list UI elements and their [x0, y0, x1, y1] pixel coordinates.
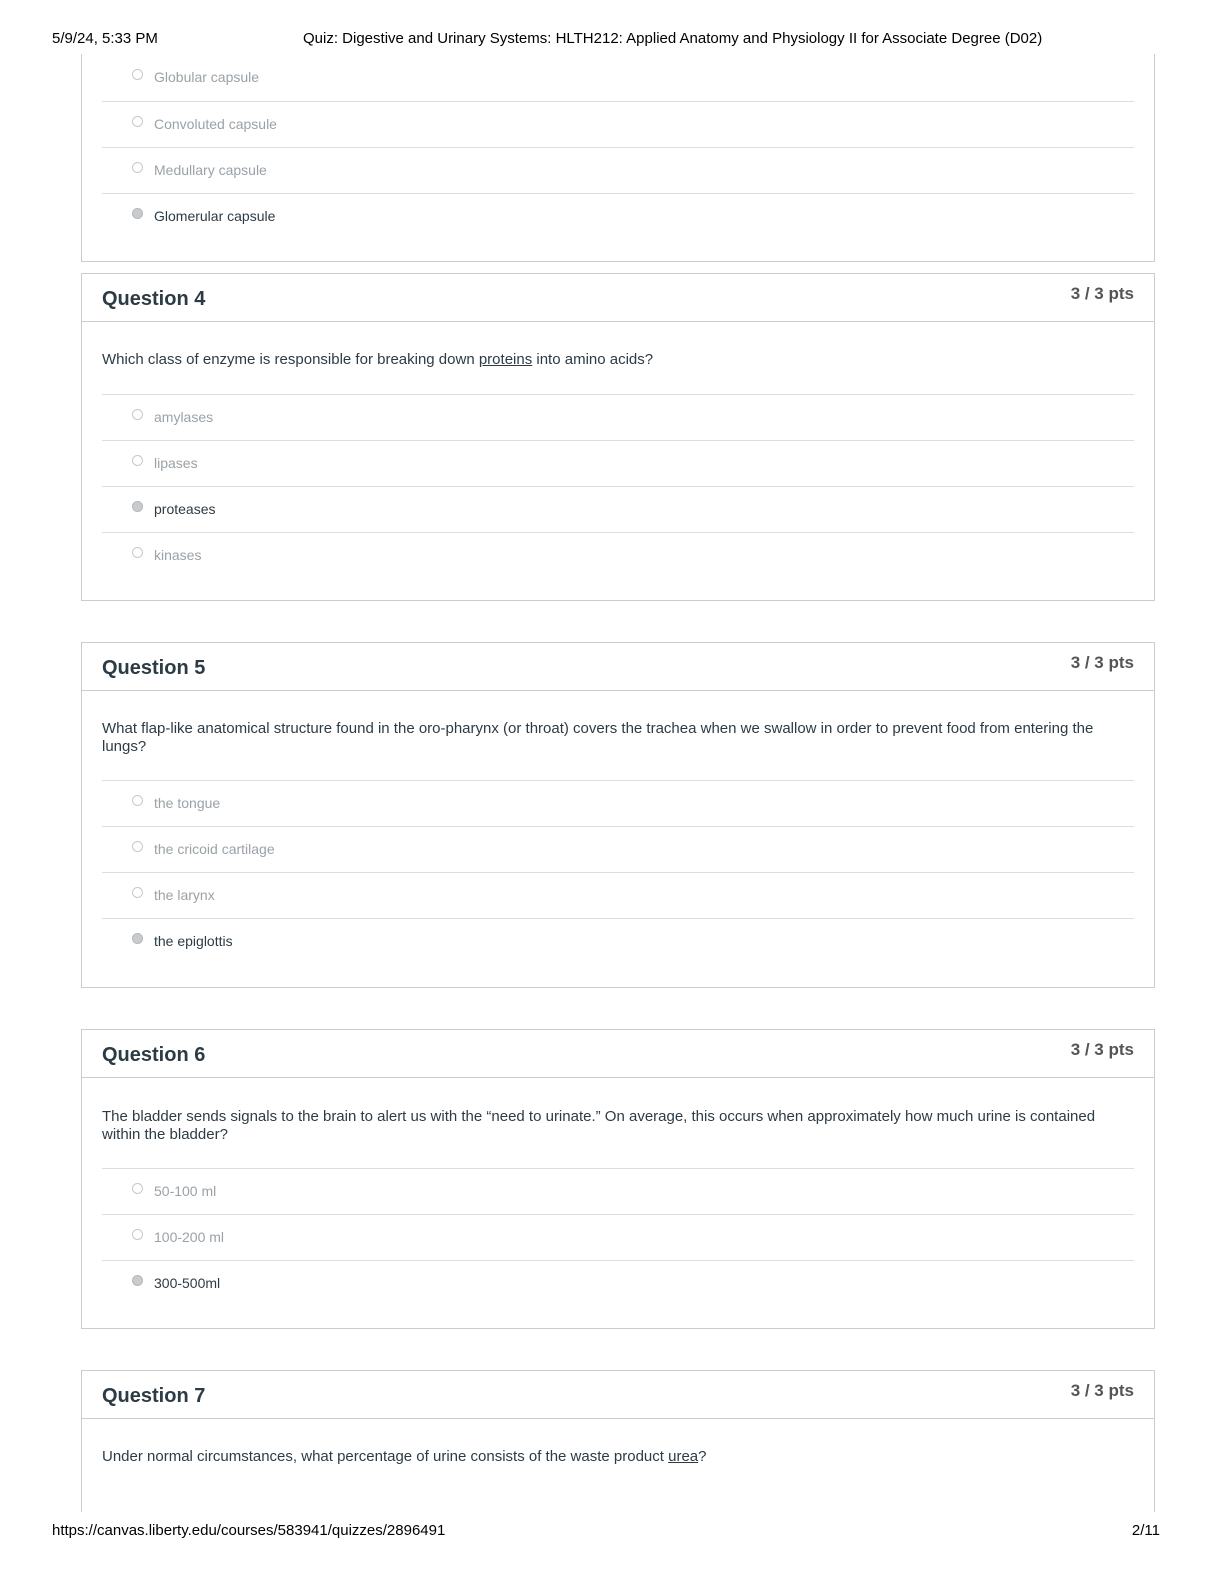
answer-label: 50-100 ml [154, 1183, 217, 1199]
answer-option[interactable] [102, 532, 1134, 578]
question-6 [81, 1029, 1155, 1329]
radio-button[interactable] [132, 116, 143, 127]
answer-label: the epiglottis [154, 933, 233, 949]
glossary-link[interactable]: urea [668, 1448, 699, 1465]
answer-option[interactable] [102, 440, 1134, 486]
page-number: 2/11 [1131, 1522, 1160, 1539]
answer-label: Medullary capsule [154, 162, 267, 178]
answer-option[interactable] [102, 147, 1134, 193]
answer-label: Convoluted capsule [154, 116, 277, 132]
answer-option[interactable] [102, 872, 1134, 918]
question-7 [81, 1370, 1155, 1512]
answer-option[interactable] [102, 918, 1134, 964]
question-header [82, 643, 1154, 691]
question-title: Question 6 [102, 1044, 206, 1066]
answer-label: 100-200 ml [154, 1229, 225, 1245]
question-text-part: ? [698, 1448, 707, 1465]
answer-option[interactable] [102, 1214, 1134, 1260]
radio-button[interactable] [132, 1183, 143, 1194]
answer-label: the tongue [154, 795, 221, 811]
answer-list [102, 1168, 1134, 1306]
question-text-part: into amino acids? [532, 351, 654, 368]
radio-button[interactable] [132, 455, 143, 466]
radio-button[interactable] [132, 1229, 143, 1240]
question-text: What flap-like anatomical structure found in the oro-pharynx (or throat) covers the trachea when we swallow in order to prevent food from entering the lungs? [102, 720, 1094, 755]
print-footer [52, 1522, 1160, 1542]
answer-option[interactable] [102, 826, 1134, 872]
question-text: The bladder sends signals to the brain to alert us with the “need to urinate.” On average, this occurs when approximately how much urine is contained within the bladder? [102, 1108, 1096, 1143]
answer-label: kinases [154, 547, 202, 563]
question-header [82, 1371, 1154, 1419]
answer-option[interactable] [102, 193, 1134, 239]
radio-button-selected[interactable] [132, 1275, 143, 1286]
question-title: Question 4 [102, 288, 206, 310]
question-3-continuation [81, 54, 1155, 262]
question-header [82, 274, 1154, 322]
answer-option[interactable] [102, 1168, 1134, 1214]
question-title: Question 5 [102, 657, 206, 679]
radio-button-selected[interactable] [132, 933, 143, 944]
radio-button[interactable] [132, 841, 143, 852]
print-datetime: 5/9/24, 5:33 PM [52, 30, 158, 47]
radio-button[interactable] [132, 887, 143, 898]
page-url: https://canvas.liberty.edu/courses/583941/quizzes/2896491 [52, 1522, 446, 1539]
question-text [102, 1448, 1124, 1466]
radio-button[interactable] [132, 409, 143, 420]
answer-option[interactable] [102, 1260, 1134, 1306]
answer-list [102, 55, 1134, 239]
radio-button[interactable] [132, 69, 143, 80]
answer-option[interactable] [102, 394, 1134, 440]
answer-option[interactable] [102, 486, 1134, 532]
answer-label: the larynx [154, 887, 215, 903]
answer-label: 300-500ml [154, 1275, 221, 1291]
answer-label: proteases [154, 501, 216, 517]
answer-label: lipases [154, 455, 198, 471]
radio-button-selected[interactable] [132, 208, 143, 219]
answer-option[interactable] [102, 780, 1134, 826]
question-4 [81, 273, 1155, 601]
radio-button[interactable] [132, 162, 143, 173]
print-title: Quiz: Digestive and Urinary Systems: HLTH212: Applied Anatomy and Physiology II for Associate Degree (D02) [303, 30, 1043, 47]
answer-list [102, 780, 1134, 964]
question-text-part: Which class of enzyme is responsible for breaking down [102, 351, 479, 368]
question-header [82, 1030, 1154, 1078]
question-text-part: Under normal circumstances, what percentage of urine consists of the waste product [102, 1448, 669, 1465]
answer-label: amylases [154, 409, 214, 425]
question-points: 3 / 3 pts [1070, 1381, 1134, 1400]
answer-option[interactable] [102, 55, 1134, 101]
answer-option[interactable] [102, 101, 1134, 147]
question-points: 3 / 3 pts [1070, 284, 1134, 303]
print-header [52, 30, 1172, 50]
glossary-link[interactable]: proteins [478, 351, 533, 368]
answer-label: the cricoid cartilage [154, 841, 275, 857]
radio-button[interactable] [132, 795, 143, 806]
answer-list [102, 394, 1134, 578]
question-text [102, 351, 1124, 369]
question-5 [81, 642, 1155, 988]
question-title: Question 7 [102, 1385, 206, 1407]
radio-button-selected[interactable] [132, 501, 143, 512]
answer-label: Globular capsule [154, 69, 260, 85]
answer-label: Glomerular capsule [154, 208, 276, 224]
radio-button[interactable] [132, 547, 143, 558]
question-points: 3 / 3 pts [1070, 1040, 1134, 1059]
question-points: 3 / 3 pts [1070, 653, 1134, 672]
